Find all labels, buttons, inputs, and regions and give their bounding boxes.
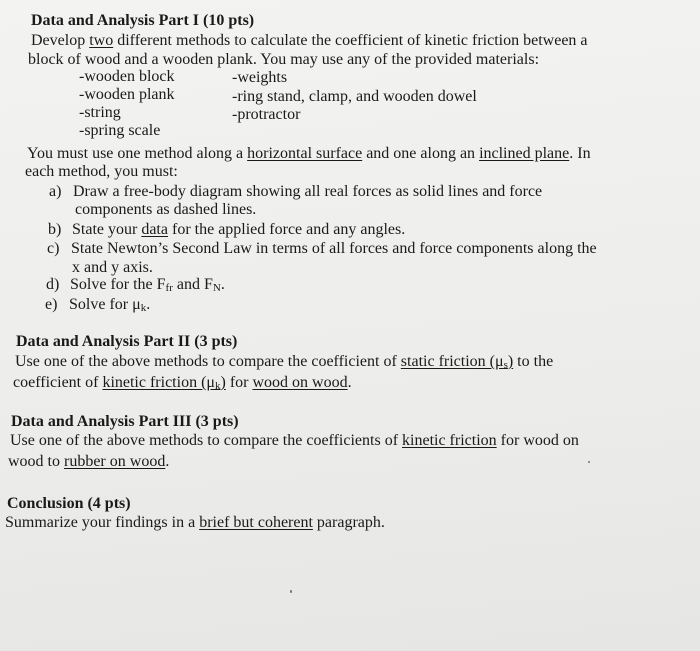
conclusion-title: Conclusion (4 pts)	[7, 495, 131, 512]
list-label: a)	[49, 183, 62, 200]
list-label: d)	[46, 276, 60, 293]
list-item-c: c) State Newton’s Second Law in terms of all forces and force components along the	[47, 240, 597, 257]
material-item: -protractor	[232, 106, 301, 123]
part2-title: Data and Analysis Part II (3 pts)	[16, 333, 238, 350]
part3-title: Data and Analysis Part III (3 pts)	[11, 413, 239, 430]
material-item: -string	[79, 104, 121, 121]
part3-line2: wood to rubber on wood.	[8, 453, 170, 470]
list-item-a: a) Draw a free-body diagram showing all real forces as solid lines and force	[49, 183, 543, 200]
conclusion-line1: Summarize your findings in a brief but coherent paragraph.	[5, 514, 385, 531]
material-item: -wooden plank	[79, 86, 175, 103]
paper-speck	[290, 590, 292, 593]
part2-line2: coefficient of kinetic friction $(\mu_k)$ for wood on wood.	[13, 374, 352, 392]
list-item-c-cont: x and y axis.	[72, 259, 153, 276]
part1-title: Data and Analysis Part I (10 pts)	[31, 12, 255, 29]
list-item-e: e) Solve for $\mu_k$.	[45, 296, 151, 314]
part1-must-line1: You must use one method along a horizontal surface and one along an inclined plane. In	[27, 145, 591, 162]
material-item: -spring scale	[79, 122, 161, 139]
part1-must-line2: each method, you must:	[25, 163, 178, 180]
part1-intro-line2: block of wood and a wooden plank. You may use any of the provided materials:	[28, 51, 540, 68]
part1-intro-line1: Develop two different methods to calculate the coefficient of kinetic friction between a	[31, 32, 588, 49]
paper-speck	[588, 461, 590, 463]
list-item-a-cont: components as dashed lines.	[75, 201, 257, 218]
part2-line1: Use one of the above methods to compare the coefficient of static friction $(\mu_s)$ to the	[15, 353, 554, 371]
list-label: e)	[45, 296, 58, 313]
material-item: -wooden block	[79, 68, 175, 85]
list-item-d: d) Solve for the $F_{fr}$ and $F_N$.	[46, 276, 225, 294]
list-item-b: b) State your data for the applied force and any angles.	[48, 221, 406, 238]
material-item: -weights	[232, 69, 288, 86]
list-label: c)	[47, 240, 60, 257]
list-label: b)	[48, 221, 62, 238]
part3-line1: Use one of the above methods to compare the coefficients of kinetic friction for wood on	[10, 432, 579, 449]
material-item: -ring stand, clamp, and wooden dowel	[232, 88, 477, 105]
